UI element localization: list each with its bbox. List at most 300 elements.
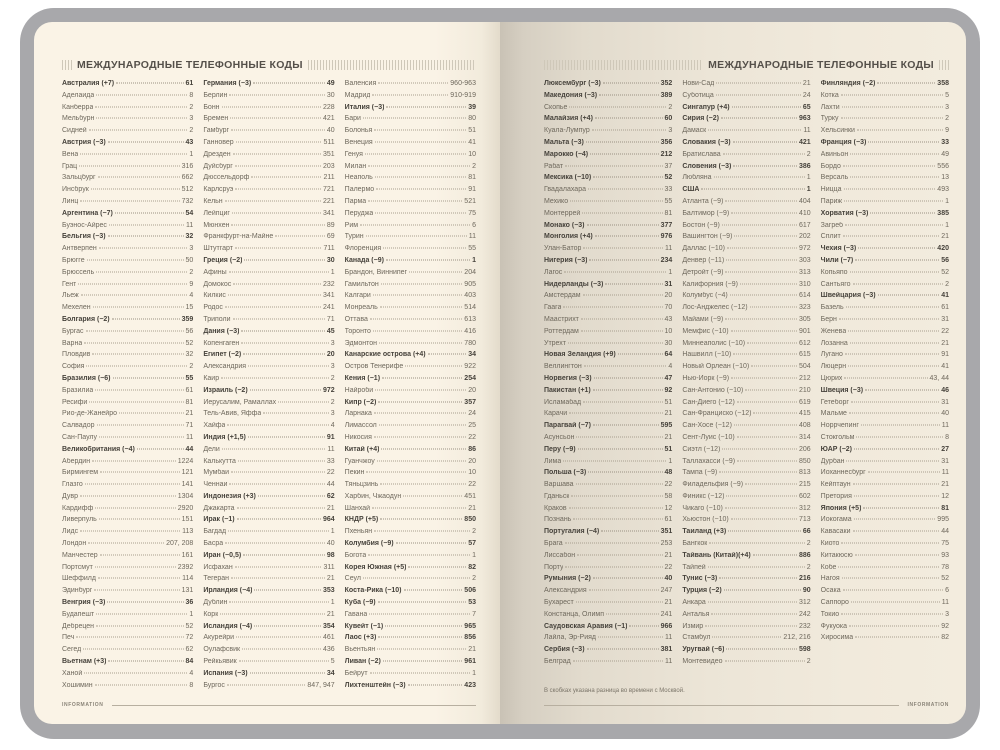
dot-leader xyxy=(376,189,466,190)
entry-code: 386 xyxy=(798,162,811,170)
dot-leader xyxy=(878,295,940,296)
entry-name: Гаага xyxy=(544,304,562,312)
entry-code: 70 xyxy=(664,304,673,312)
dot-leader xyxy=(236,141,322,142)
entry-name: Лозанна xyxy=(820,339,848,347)
entry-code: 404 xyxy=(798,197,811,205)
entry-name: Корея Южная (+5) xyxy=(344,563,407,571)
city-entry xyxy=(345,151,476,163)
entry-name: Сирия (−2) xyxy=(682,115,719,123)
entry-name: Триполи xyxy=(203,315,231,323)
dot-leader xyxy=(89,130,188,131)
entry-name: Македония (−3) xyxy=(544,91,598,99)
dot-leader xyxy=(745,389,797,390)
entry-name: Инсбрук xyxy=(62,186,89,194)
entry-name: Чикаго (−10) xyxy=(682,504,723,512)
city-entry xyxy=(62,434,193,446)
entry-name: Роттердам xyxy=(544,327,579,335)
dot-leader xyxy=(242,649,321,650)
city-entry xyxy=(345,340,476,352)
entry-name: Вена xyxy=(62,150,79,158)
entry-name: Саппоро xyxy=(820,599,849,607)
dot-leader xyxy=(849,413,939,414)
city-entry xyxy=(203,611,334,623)
country-entry xyxy=(345,104,476,116)
dot-leader xyxy=(716,83,801,84)
entry-name: Детройт (−9) xyxy=(682,268,724,276)
dot-leader xyxy=(98,578,180,579)
entry-code: 310 xyxy=(798,280,811,288)
country-entry xyxy=(203,552,334,564)
entry-code: 493 xyxy=(937,186,949,194)
dot-leader xyxy=(253,83,325,84)
dot-leader xyxy=(568,342,663,343)
entry-code: 56 xyxy=(185,327,194,335)
country-entry xyxy=(203,516,334,528)
entry-code: 2 xyxy=(330,398,335,406)
dot-leader xyxy=(861,425,940,426)
entry-name: Гамильтон xyxy=(344,280,379,288)
city-entry xyxy=(544,245,672,257)
dot-leader xyxy=(229,484,324,485)
entry-code: 24 xyxy=(468,410,476,418)
entry-name: Киото xyxy=(820,540,840,548)
city-entry xyxy=(682,658,810,670)
entry-name: Филадельфия (−9) xyxy=(682,481,744,489)
entry-name: Оттава xyxy=(344,315,368,323)
entry-code: 351 xyxy=(660,528,673,536)
entry-name: Болонья xyxy=(344,127,373,135)
city-entry xyxy=(544,434,672,446)
entry-name: Нагоя xyxy=(820,575,840,583)
entry-name: Финляндия (−2) xyxy=(820,80,876,87)
city-entry xyxy=(345,292,476,304)
country-entry xyxy=(682,646,810,658)
dot-leader xyxy=(380,307,463,308)
city-entry xyxy=(203,127,334,139)
dot-leader xyxy=(368,165,470,166)
city-entry xyxy=(821,399,949,411)
city-entry xyxy=(345,410,476,422)
entry-code: 11 xyxy=(665,634,673,642)
country-entry xyxy=(62,80,193,92)
entry-name: Лихтенштейн (−3) xyxy=(344,681,406,689)
entry-code: 212 xyxy=(660,150,673,158)
dot-leader xyxy=(725,661,805,662)
entry-name: Мумбаи xyxy=(203,469,230,477)
entry-name: Парма xyxy=(344,197,367,205)
city-entry xyxy=(821,587,949,599)
dot-leader xyxy=(844,200,943,201)
dot-leader xyxy=(377,460,466,461)
entry-code: 3 xyxy=(668,127,673,135)
dot-leader xyxy=(80,495,176,496)
city-entry xyxy=(345,304,476,316)
dot-leader xyxy=(725,271,797,272)
city-entry xyxy=(821,458,949,470)
city-entry xyxy=(345,434,476,446)
city-entry xyxy=(345,493,476,505)
entry-name: Тайвань (Китай)(+4) xyxy=(682,551,751,559)
entry-code: 151 xyxy=(181,516,194,524)
city-entry xyxy=(203,528,334,540)
city-entry xyxy=(821,281,949,293)
dot-leader xyxy=(705,625,797,626)
phone-code-column xyxy=(203,80,334,693)
entry-name: Лима xyxy=(544,457,562,465)
entry-code: 47 xyxy=(664,374,673,382)
city-entry xyxy=(345,481,476,493)
entry-name: Гуанчжоу xyxy=(344,457,375,465)
entry-code: 316 xyxy=(181,162,194,170)
city-entry xyxy=(544,340,672,352)
country-entry xyxy=(821,210,949,222)
entry-name: Неаполь xyxy=(344,174,373,182)
city-entry xyxy=(345,115,476,127)
city-entry xyxy=(544,269,672,281)
dot-leader xyxy=(725,318,797,319)
entry-name: Цюрих xyxy=(820,374,843,382)
dot-leader xyxy=(593,425,659,426)
entry-code: 71 xyxy=(185,422,194,430)
entry-name: Денвер (−11) xyxy=(682,256,725,264)
entry-code: 850 xyxy=(798,457,811,465)
entry-code: 21 xyxy=(664,410,673,418)
entry-code: 850 xyxy=(464,516,476,524)
dot-leader xyxy=(731,519,797,520)
entry-code: 377 xyxy=(660,221,673,229)
dot-leader xyxy=(723,153,805,154)
entry-code: 4 xyxy=(189,669,194,677)
dot-leader xyxy=(708,566,805,567)
entry-name: Йокогама xyxy=(820,516,852,524)
dot-leader xyxy=(88,543,164,544)
country-entry xyxy=(821,387,949,399)
city-entry xyxy=(821,222,949,234)
dot-leader xyxy=(137,448,184,449)
entry-name: Глазго xyxy=(62,481,83,489)
city-entry xyxy=(345,210,476,222)
city-entry xyxy=(821,493,949,505)
entry-name: Версаль xyxy=(820,174,849,182)
entry-name: Стамбул xyxy=(682,634,711,642)
entry-code: 121 xyxy=(181,469,194,477)
entry-name: Буэнос-Айрес xyxy=(62,221,107,229)
city-entry xyxy=(682,174,810,186)
city-entry xyxy=(203,222,334,234)
entry-name: Суботица xyxy=(682,91,714,99)
city-entry xyxy=(821,599,949,611)
dot-leader xyxy=(89,401,183,402)
entry-name: Лондон xyxy=(62,540,87,548)
city-entry xyxy=(544,186,672,198)
dot-leader xyxy=(370,318,462,319)
city-entry xyxy=(682,434,810,446)
entry-code: 11 xyxy=(941,599,949,607)
city-entry xyxy=(821,634,949,646)
city-entry xyxy=(544,505,672,517)
entry-name: Варна xyxy=(62,339,83,347)
dot-leader xyxy=(107,602,183,603)
dot-leader xyxy=(733,141,797,142)
entry-name: Афины xyxy=(203,268,227,276)
dot-leader xyxy=(363,578,470,579)
dot-leader xyxy=(587,649,659,650)
header-stripe-icon xyxy=(544,60,703,70)
dot-leader xyxy=(382,377,462,378)
entry-name: Милан xyxy=(344,162,367,170)
dot-leader xyxy=(576,436,662,437)
city-entry xyxy=(203,245,334,257)
city-entry xyxy=(821,269,949,281)
city-entry xyxy=(203,174,334,186)
entry-code: 113 xyxy=(182,528,194,536)
dot-leader xyxy=(581,318,663,319)
entry-code: 62 xyxy=(185,646,194,654)
dot-leader xyxy=(731,330,797,331)
dot-leader xyxy=(846,307,940,308)
entry-code: 33 xyxy=(664,186,673,194)
city-entry xyxy=(203,363,334,375)
dot-leader xyxy=(93,307,184,308)
entry-code: 3 xyxy=(189,245,194,253)
dot-leader xyxy=(593,578,663,579)
dot-leader xyxy=(386,106,466,107)
entry-name: Осака xyxy=(820,587,841,595)
entry-code: 51 xyxy=(664,445,673,453)
entry-code: 204 xyxy=(464,268,476,276)
dot-leader xyxy=(408,566,466,567)
country-entry xyxy=(345,257,476,269)
city-entry xyxy=(821,375,949,387)
entry-name: Харбин, Чжаодун xyxy=(344,492,402,500)
country-entry xyxy=(203,328,334,340)
country-entry xyxy=(544,281,672,293)
entry-code: 312 xyxy=(798,504,811,512)
entry-code: 403 xyxy=(464,292,476,300)
dot-leader xyxy=(599,94,659,95)
dot-leader xyxy=(588,472,662,473)
dot-leader xyxy=(851,401,939,402)
entry-code: 81 xyxy=(941,504,949,512)
entry-name: Колумбус (−4) xyxy=(682,292,728,300)
dot-leader xyxy=(363,118,466,119)
dot-leader xyxy=(850,342,939,343)
entry-name: Майами (−9) xyxy=(682,315,724,323)
entry-code: 598 xyxy=(798,646,811,654)
country-entry xyxy=(345,587,476,599)
dot-leader xyxy=(403,495,462,496)
entry-code: 1224 xyxy=(177,457,194,465)
dot-leader xyxy=(850,271,940,272)
entry-code: 5 xyxy=(330,658,335,666)
dot-leader xyxy=(841,543,939,544)
entry-code: 423 xyxy=(464,681,476,689)
entry-code: 64 xyxy=(664,351,673,359)
city-entry xyxy=(682,363,810,375)
dot-leader xyxy=(865,389,939,390)
dot-leader xyxy=(222,448,326,449)
dot-leader xyxy=(119,413,184,414)
entry-code: 856 xyxy=(464,634,476,642)
entry-name: Франция (−3) xyxy=(820,138,867,146)
dot-leader xyxy=(385,625,462,626)
dot-leader xyxy=(711,613,797,614)
entry-name: Палермо xyxy=(344,186,375,194)
dot-leader xyxy=(841,118,944,119)
entry-code: 960-963 xyxy=(450,80,476,87)
city-entry xyxy=(821,151,949,163)
entry-name: Гент xyxy=(62,280,77,288)
dot-leader xyxy=(848,330,939,331)
dot-leader xyxy=(250,389,321,390)
entry-name: Йоханнесбург xyxy=(820,469,866,477)
dot-leader xyxy=(857,130,943,131)
entry-name: Кардифф xyxy=(62,504,94,512)
city-entry xyxy=(203,115,334,127)
entry-code: 415 xyxy=(798,410,811,418)
entry-name: Дублин xyxy=(203,599,228,607)
entry-code: 228 xyxy=(322,103,335,111)
dot-leader xyxy=(731,377,797,378)
dot-leader xyxy=(86,330,184,331)
dot-leader xyxy=(753,413,797,414)
entry-code: 847, 947 xyxy=(307,681,335,689)
city-entry xyxy=(62,363,193,375)
entry-name: Миннеаполис (−10) xyxy=(682,339,746,347)
city-entry xyxy=(62,422,193,434)
dot-leader xyxy=(584,366,667,367)
country-entry xyxy=(544,646,672,658)
entry-name: Сеул xyxy=(344,575,361,583)
city-entry xyxy=(821,198,949,210)
dot-leader xyxy=(229,271,329,272)
entry-code: 2920 xyxy=(177,504,194,512)
dot-leader xyxy=(378,637,462,638)
dot-leader xyxy=(853,283,944,284)
entry-name: Лидс xyxy=(62,528,79,536)
city-entry xyxy=(62,458,193,470)
entry-name: Антверпен xyxy=(62,245,97,253)
entry-code: 49 xyxy=(326,80,335,87)
entry-name: Торонто xyxy=(344,327,371,335)
entry-code: 3 xyxy=(330,410,335,418)
entry-code: 10 xyxy=(664,327,673,335)
entry-code: 12 xyxy=(664,504,673,512)
city-entry xyxy=(544,458,672,470)
dot-leader xyxy=(96,94,187,95)
city-entry xyxy=(345,328,476,340)
entry-code: 3 xyxy=(330,339,335,347)
city-entry xyxy=(345,269,476,281)
entry-code: 1 xyxy=(668,457,673,465)
city-entry xyxy=(682,469,810,481)
dot-leader xyxy=(95,566,176,567)
dot-leader xyxy=(722,224,797,225)
city-entry xyxy=(682,599,810,611)
entry-name: Тель-Авив, Яффа xyxy=(203,410,262,418)
dot-leader xyxy=(95,684,188,685)
entry-name: Австрия (−3) xyxy=(62,138,106,146)
entry-code: 22 xyxy=(941,327,949,335)
entry-name: Амстердам xyxy=(544,292,581,300)
dot-leader xyxy=(726,495,797,496)
entry-code: 82 xyxy=(941,634,949,642)
entry-name: Кипр (−2) xyxy=(344,398,377,406)
city-entry xyxy=(345,469,476,481)
page-title: МЕЖДУНАРОДНЫЕ ТЕЛЕФОННЫЕ КОДЫ xyxy=(77,59,303,71)
dot-leader xyxy=(241,330,324,331)
entry-name: Бразилия (−6) xyxy=(62,374,111,382)
entry-code: 451 xyxy=(464,492,476,500)
entry-code: 84 xyxy=(185,658,194,666)
city-entry xyxy=(682,458,810,470)
entry-name: Мехелен xyxy=(62,304,91,312)
city-entry xyxy=(203,104,334,116)
dot-leader xyxy=(235,248,322,249)
city-entry xyxy=(345,163,476,175)
city-entry xyxy=(821,516,949,528)
city-entry xyxy=(62,469,193,481)
country-entry xyxy=(203,623,334,635)
entry-code: 22 xyxy=(468,481,476,489)
city-entry xyxy=(544,316,672,328)
entry-name: Женева xyxy=(820,327,847,335)
entry-name: Греция (−2) xyxy=(203,256,243,264)
city-entry xyxy=(62,528,193,540)
entry-name: Польша (−3) xyxy=(544,469,587,477)
entry-code: 65 xyxy=(802,103,811,111)
dot-leader xyxy=(841,94,943,95)
city-entry xyxy=(345,670,476,682)
entry-code: 1304 xyxy=(177,492,194,500)
dot-leader xyxy=(563,460,666,461)
dot-leader xyxy=(858,248,935,249)
entry-name: Мальме xyxy=(820,410,847,418)
entry-code: 6 xyxy=(472,221,476,229)
city-entry xyxy=(62,387,193,399)
country-entry xyxy=(544,257,672,269)
city-entry xyxy=(544,611,672,623)
dot-leader xyxy=(243,554,325,555)
entry-name: Грац xyxy=(62,162,78,170)
entry-name: Загреб xyxy=(820,221,844,229)
dot-leader xyxy=(80,200,179,201)
entry-code: 32 xyxy=(185,233,194,241)
entry-name: Познань xyxy=(544,516,572,524)
entry-code: 13 xyxy=(941,174,949,182)
entry-code: 1 xyxy=(189,150,194,158)
dot-leader xyxy=(229,94,325,95)
entry-code: 4 xyxy=(330,422,335,430)
dot-leader xyxy=(368,554,470,555)
dot-leader xyxy=(740,283,797,284)
city-entry xyxy=(682,257,810,269)
city-entry xyxy=(203,269,334,281)
entry-name: Дебрецен xyxy=(62,622,95,630)
entry-code: 71 xyxy=(326,315,335,323)
entry-code: 311 xyxy=(323,563,335,571)
city-entry xyxy=(62,92,193,104)
entry-code: 22 xyxy=(664,481,673,489)
dot-leader xyxy=(112,318,180,319)
entry-name: Лугано xyxy=(820,351,843,359)
entry-code: 619 xyxy=(798,398,811,406)
entry-code: 11 xyxy=(665,245,673,253)
country-entry xyxy=(544,151,672,163)
entry-name: Дувр xyxy=(62,492,79,500)
entry-code: 421 xyxy=(798,138,811,146)
